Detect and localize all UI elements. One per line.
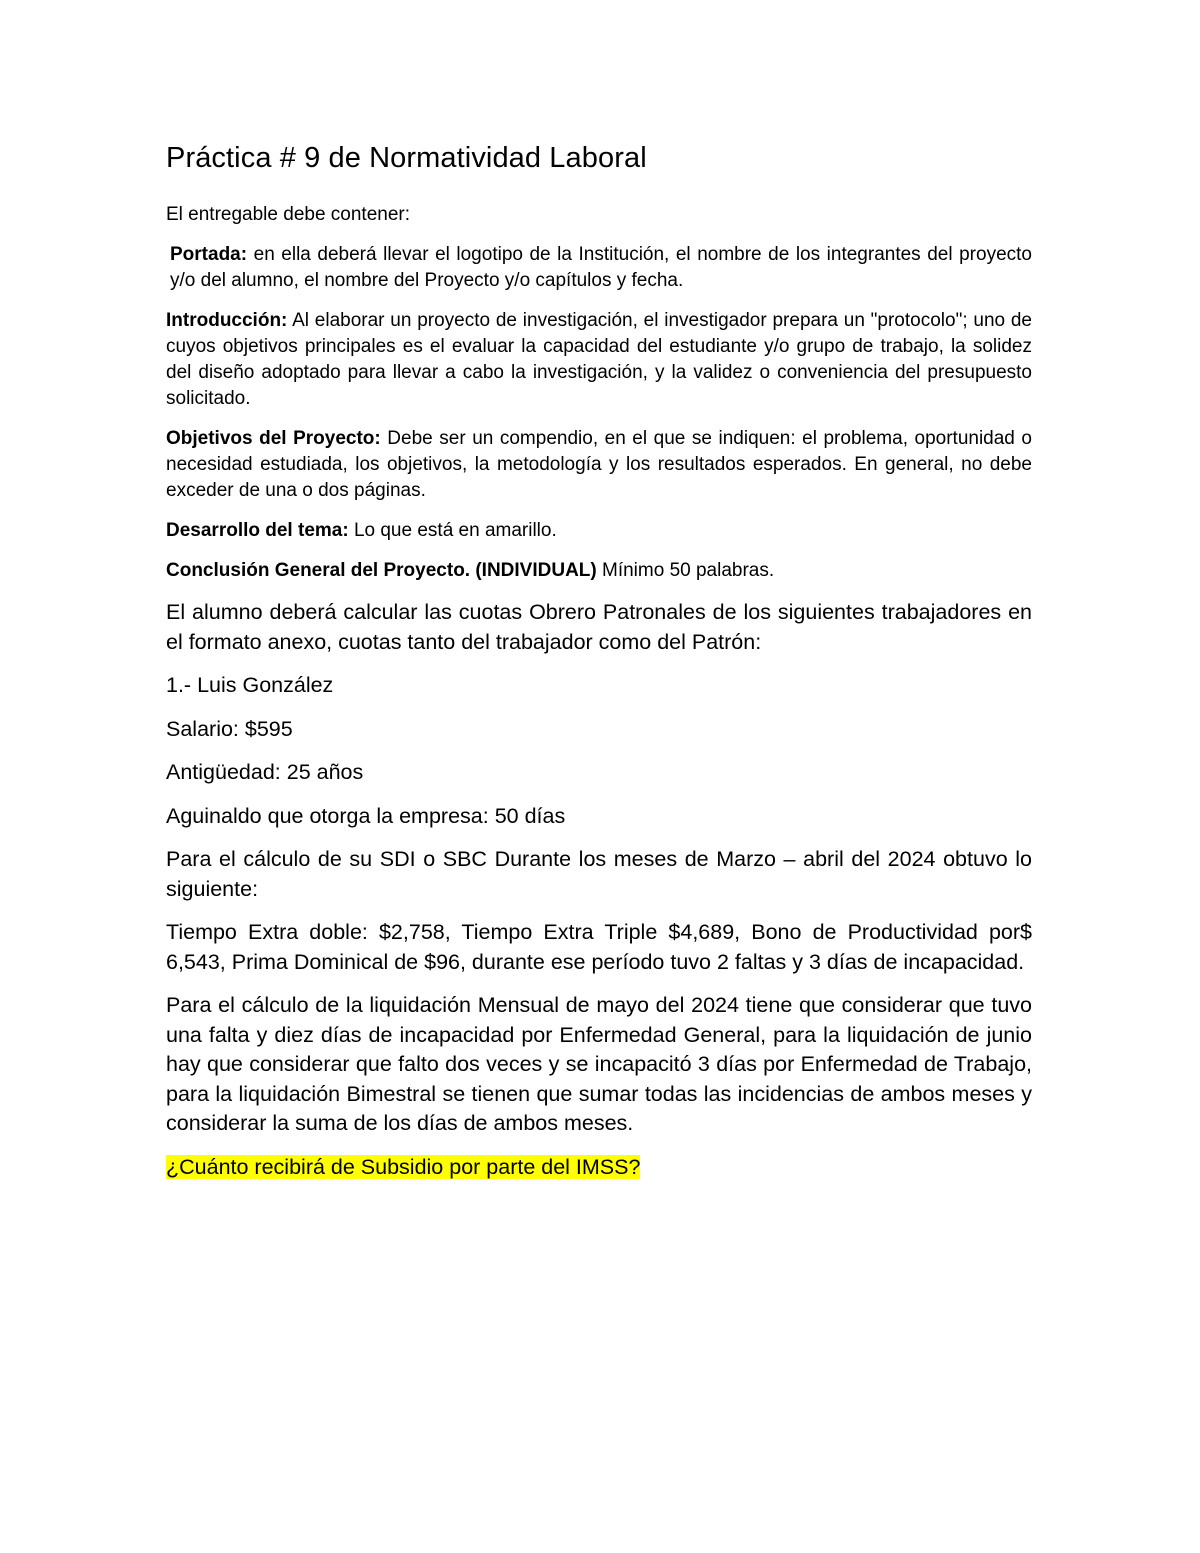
- conclusion-label: Conclusión General del Proyecto. (INDIVIDUAL): [166, 560, 597, 581]
- introduccion-label: Introducción:: [166, 310, 288, 331]
- introduccion-paragraph: [166, 308, 1032, 412]
- document-page: [166, 138, 1032, 1196]
- question-paragraph: [166, 1153, 1032, 1183]
- desarrollo-text: Lo que está en amarillo.: [348, 520, 557, 541]
- extras-paragraph: Tiempo Extra doble: $2,758, Tiempo Extra Triple $4,689, Bono de Productividad por$ 6,543, Prima Dominical de $96, durante ese período tuvo 2 faltas y 3 días de incapacidad.: [166, 920, 1032, 974]
- desarrollo-paragraph: [166, 518, 1032, 544]
- instruction-paragraph: El alumno deberá calcular las cuotas Obrero Patronales de los siguientes trabajadores en el formato anexo, cuotas tanto del trabajador como del Patrón:: [166, 600, 1032, 654]
- portada-label: Portada:: [170, 244, 248, 265]
- worker-bonus: Aguinaldo que otorga la empresa: 50 días: [166, 803, 566, 828]
- deliverable-intro: El entregable debe contener:: [166, 204, 411, 225]
- objetivos-paragraph: [166, 426, 1032, 504]
- portada-paragraph: [166, 242, 1032, 294]
- conclusion-text: Mínimo 50 palabras.: [596, 560, 775, 581]
- liquidation-paragraph: Para el cálculo de la liquidación Mensual de mayo del 2024 tiene que considerar que tuvo una falta y diez días de incapacidad por Enfermedad General, para la liquidación de junio hay que considerar que falto dos veces y se incapacitó 3 días por Enfermedad de Trabajo, para la liquidación Bimestral se tienen que sumar todas las incidencias de ambos meses y considerar la suma de los días de ambos meses.: [166, 993, 1032, 1135]
- worker-name: 1.- Luis González: [166, 673, 334, 697]
- objetivos-text: Debe ser un compendio, en el que se indiquen: el problema, oportunidad o necesidad estudiada, los objetivos, la metodología y los resultados esperados. En general, no debe exceder de una o dos páginas.: [166, 428, 1032, 501]
- worker-salary: Salario: $595: [166, 716, 293, 741]
- objetivos-label: Objetivos del Proyecto:: [166, 428, 381, 449]
- desarrollo-label: Desarrollo del tema:: [166, 520, 349, 541]
- worker-seniority: Antigüedad: 25 años: [166, 760, 364, 784]
- highlighted-question: ¿Cuánto recibirá de Subsidio por parte del IMSS?: [166, 1154, 641, 1179]
- document-title: Práctica # 9 de Normatividad Laboral: [166, 142, 647, 174]
- portada-text: en ella deberá llevar el logotipo de la Institución, el nombre de los integrantes del proyecto y/o del alumno, el nombre del Proyecto y/o capítulos y fecha.: [170, 244, 1032, 291]
- conclusion-paragraph: [166, 558, 1032, 584]
- introduccion-text: Al elaborar un proyecto de investigación, el investigador prepara un "protocolo"; uno de cuyos objetivos principales es el evaluar la capacidad del estudiante y/o grupo de trabajo, la solidez del diseño adoptado para llevar a cabo la investigación, y la validez o conveniencia del presupuesto solicitado.: [166, 310, 1032, 409]
- sdi-paragraph: Para el cálculo de su SDI o SBC Durante los meses de Marzo – abril del 2024 obtuvo lo siguiente:: [166, 847, 1032, 901]
